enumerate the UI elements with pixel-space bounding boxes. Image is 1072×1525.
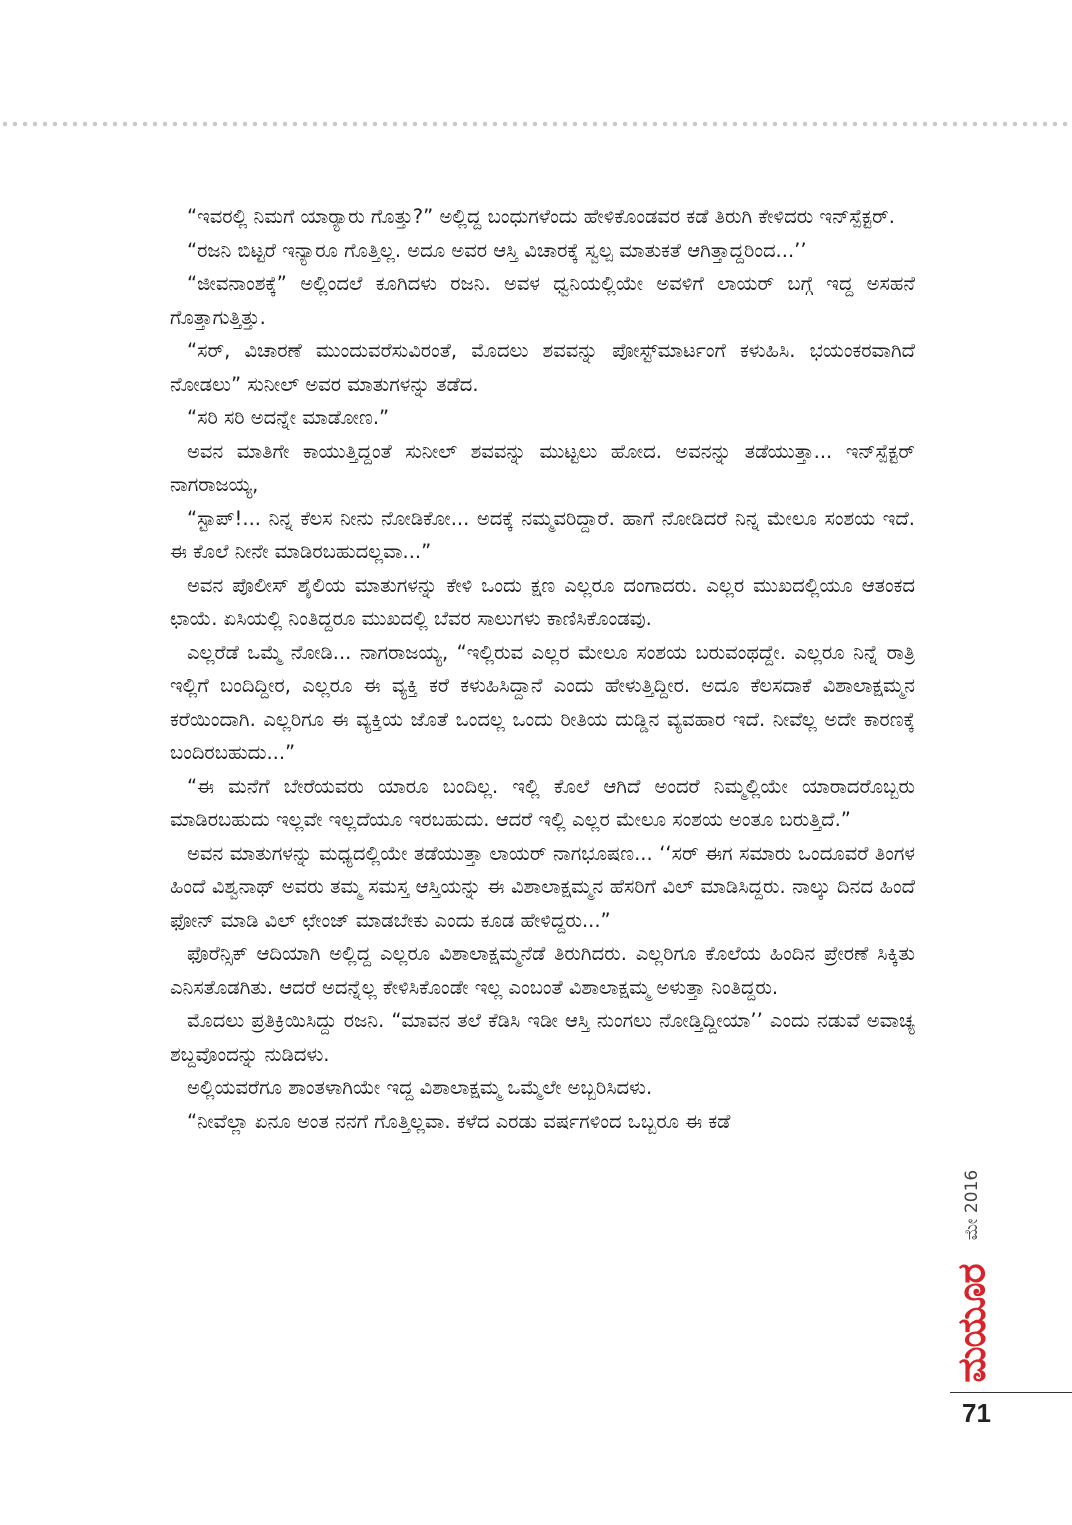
paragraph: “ಇವರಲ್ಲಿ ನಿಮಗೆ ಯಾರ್‍ಯಾರು ಗೊತ್ತು?” ಅಲ್ಲಿದ್ದ ಬಂಧುಗಳೆಂದು ಹೇಳಿಕೊಂಡವರ ಕಡೆ ತಿರುಗಿ ಕೇಳಿದರು ಇನ್‌ಸ್ಪೆಕ್ಟರ್.: [187, 205, 895, 228]
paragraph: ಅವನ ಮಾತುಗಳನ್ನು ಮಧ್ಯದಲ್ಲಿಯೇ ತಡೆಯುತ್ತಾ ಲಾಯರ್ ನಾಗಭೂಷಣ... ‘‘ಸರ್ ಈಗ ಸಮಾರು ಒಂದೂವರೆ ತಿಂಗಳ ಹಿಂದೆ ವಿಶ್ವನಾಥ್ ಅವರು ತಮ್ಮ ಸಮಸ್ತ ಆಸ್ತಿಯನ್ನು ಈ ವಿಶಾಲಾಕ್ಷಮ್ಮನ ಹೆಸರಿಗೆ ವಿಲ್ ಮಾಡಿಸಿದ್ದರು. ನಾಲ್ಕು ದಿನದ ಹಿಂದೆ ಫೋನ್ ಮಾಡಿ ವಿಲ್ ಛೇಂಜ್ ಮಾಡಬೇಕು ಎಂದು ಕೂಡ ಹೇಳಿದ್ದರು...”: [170, 841, 915, 932]
paragraph: “ಸರಿ ಸರಿ ಅದನ್ನೇ ಮಾಡೋಣ.”: [187, 406, 390, 429]
paragraph: “ರಜನಿ ಬಿಟ್ಟರೆ ಇನ್ಯಾರೂ ಗೊತ್ತಿಲ್ಲ. ಅದೂ ಅವರ ಆಸ್ತಿ ವಿಚಾರಕ್ಕೆ ಸ್ವಲ್ಪ ಮಾತುಕತೆ ಆಗಿತ್ತಾದ್ದರಿಂದ...’’: [187, 238, 807, 262]
paragraph: ಅವನ ಪೊಲೀಸ್ ಶೈಲಿಯ ಮಾತುಗಳನ್ನು ಕೇಳಿ ಒಂದು ಕ್ಷಣ ಎಲ್ಲರೂ ದಂಗಾದರು. ಎಲ್ಲರ ಮುಖದಲ್ಲಿಯೂ ಆತಂಕದ ಛಾಯೆ. ಏಸಿಯಲ್ಲಿ ನಿಂತಿದ್ದರೂ ಮುಖದಲ್ಲಿ ಬೆವರ ಸಾಲುಗಳು ಕಾಣಿಸಿಕೊಂಡವು.: [170, 573, 915, 630]
paragraph: “ಸ್ಟಾಪ್!... ನಿನ್ನ ಕೆಲಸ ನೀನು ನೋಡಿಕೋ... ಅದಕ್ಕೆ ನಮ್ಮವರಿದ್ದಾರೆ. ಹಾಗೆ ನೋಡಿದರೆ ನಿನ್ನ ಮೇಲೂ ಸಂಶಯ ಇದೆ. ಈ ಕೊಲೆ ನೀನೇ ಮಾಡಿರಬಹುದಲ್ಲವಾ...”: [170, 506, 915, 563]
issue-date: [952, 1150, 992, 1260]
paragraph: ಅವನ ಮಾತಿಗೇ ಕಾಯುತ್ತಿದ್ದಂತೆ ಸುನೀಲ್ ಶವವನ್ನು ಮುಟ್ಟಲು ಹೋದ. ಅವನನ್ನು ತಡೆಯುತ್ತಾ... ಇನ್‌ಸ್ಪೆಕ್ಟರ್ ನಾಗರಾಜಯ್ಯ,: [170, 439, 915, 496]
magazine-logo-text: ಮಯೂರ: [949, 1263, 994, 1383]
paragraph: ಮೊದಲು ಪ್ರತಿಕ್ರಿಯಿಸಿದ್ದು ರಜನಿ. “ಮಾವನ ತಲೆ ಕೆಡಿಸಿ ಇಡೀ ಆಸ್ತಿ ನುಂಗಲು ನೋಡ್ತಿದ್ದೀಯಾ’’ ಎಂದು ನಡುವೆ ಅವಾಚ್ಯ ಶಬ್ದವೊಂದನ್ನು ನುಡಿದಳು.: [170, 1009, 915, 1066]
page-number: 71: [962, 1398, 991, 1428]
footer-rule: [950, 1392, 1072, 1393]
dotted-separator: [0, 120, 1072, 128]
issue-date-label: ಮೇ 2016: [962, 1169, 983, 1241]
paragraph: “ಈ ಮನೆಗೆ ಬೇರೆಯವರು ಯಾರೂ ಬಂದಿಲ್ಲ. ಇಲ್ಲಿ ಕೊಲೆ ಆಗಿದೆ ಅಂದರೆ ನಿಮ್ಮಲ್ಲಿಯೇ ಯಾರಾದರೊಬ್ಬರು ಮಾಡಿರಬಹುದು ಇಲ್ಲವೇ ಇಲ್ಲದೆಯೂ ಇರಬಹುದು. ಆದರೆ ಇಲ್ಲಿ ಎಲ್ಲರ ಮೇಲೂ ಸಂಶಯ ಅಂತೂ ಬರುತ್ತಿದೆ.”: [170, 774, 915, 831]
magazine-logo: [944, 1258, 1000, 1388]
paragraph: ಎಲ್ಲರೆಡೆ ಒಮ್ಮೆ ನೋಡಿ... ನಾಗರಾಜಯ್ಯ, “ಇಲ್ಲಿರುವ ಎಲ್ಲರ ಮೇಲೂ ಸಂಶಯ ಬರುವಂಥದ್ದೇ. ಎಲ್ಲರೂ ನಿನ್ನೆ ರಾತ್ರಿ ಇಲ್ಲಿಗೆ ಬಂದಿದ್ದೀರ, ಎಲ್ಲರೂ ಈ ವ್ಯಕ್ತಿ ಕರೆ ಕಳುಹಿಸಿದ್ದಾನೆ ಎಂದು ಹೇಳುತ್ತಿದ್ದೀರ. ಅದೂ ಕೆಲಸದಾಕೆ ವಿಶಾಲಾಕ್ಷಮ್ಮನ ಕರೆಯಿಂದಾಗಿ. ಎಲ್ಲರಿಗೂ ಈ ವ್ಯಕ್ತಿಯ ಜೊತೆ ಒಂದಲ್ಲ ಒಂದು ರೀತಿಯ ದುಡ್ಡಿನ ವ್ಯವಹಾರ ಇದೆ. ನೀವೆಲ್ಲ ಅದೇ ಕಾರಣಕ್ಕೆ ಬಂದಿರಬಹುದು...”: [170, 640, 915, 764]
paragraph: “ನೀವೆಲ್ಲಾ ಏನೂ ಅಂತ ನನಗೆ ಗೊತ್ತಿಲ್ಲವಾ. ಕಳೆದ ಎರಡು ವರ್ಷಗಳಿಂದ ಒಬ್ಬರೂ ಈ ಕಡೆ: [187, 1109, 731, 1133]
paragraph: “ಜೀವನಾಂಶಕ್ಕೆ” ಅಲ್ಲಿಂದಲೆ ಕೂಗಿದಳು ರಜನಿ. ಅವಳ ಧ್ವನಿಯಲ್ಲಿಯೇ ಅವಳಿಗೆ ಲಾಯರ್ ಬಗ್ಗೆ ಇದ್ದ ಅಸಹನೆ ಗೊತ್ತಾಗುತ್ತಿತ್ತು.: [170, 272, 915, 329]
paragraph: ಅಲ್ಲಿಯವರೆಗೂ ಶಾಂತಳಾಗಿಯೇ ಇದ್ದ ವಿಶಾಲಾಕ್ಷಮ್ಮ ಒಮ್ಮೆಲೇ ಅಬ್ಬರಿಸಿದಳು.: [187, 1076, 653, 1099]
article-body: [170, 200, 915, 1138]
paragraph: ಫೊರೆನ್ಸಿಕ್ ಆದಿಯಾಗಿ ಅಲ್ಲಿದ್ದ ಎಲ್ಲರೂ ವಿಶಾಲಾಕ್ಷಮ್ಮನೆಡೆ ತಿರುಗಿದರು. ಎಲ್ಲರಿಗೂ ಕೊಲೆಯ ಹಿಂದಿನ ಪ್ರೇರಣೆ ಸಿಕ್ಕಿತು ಎನಿಸತೊಡಗಿತು. ಆದರೆ ಅದನ್ನೆಲ್ಲ ಕೇಳಿಸಿಕೊಂಡೇ ಇಲ್ಲ ಎಂಬಂತೆ ವಿಶಾಲಾಕ್ಷಮ್ಮ ಅಳುತ್ತಾ ನಿಂತಿದ್ದರು.: [170, 942, 915, 999]
paragraph: “ಸರ್, ವಿಚಾರಣೆ ಮುಂದುವರೆಸುವಿರಂತೆ, ಮೊದಲು ಶವವನ್ನು ಪೋಸ್ಟ್‌ಮಾರ್ಟಂಗೆ ಕಳುಹಿಸಿ. ಭಯಂಕರವಾಗಿದೆ ನೋಡಲು” ಸುನೀಲ್ ಅವರ ಮಾತುಗಳನ್ನು ತಡೆದ.: [170, 339, 915, 396]
